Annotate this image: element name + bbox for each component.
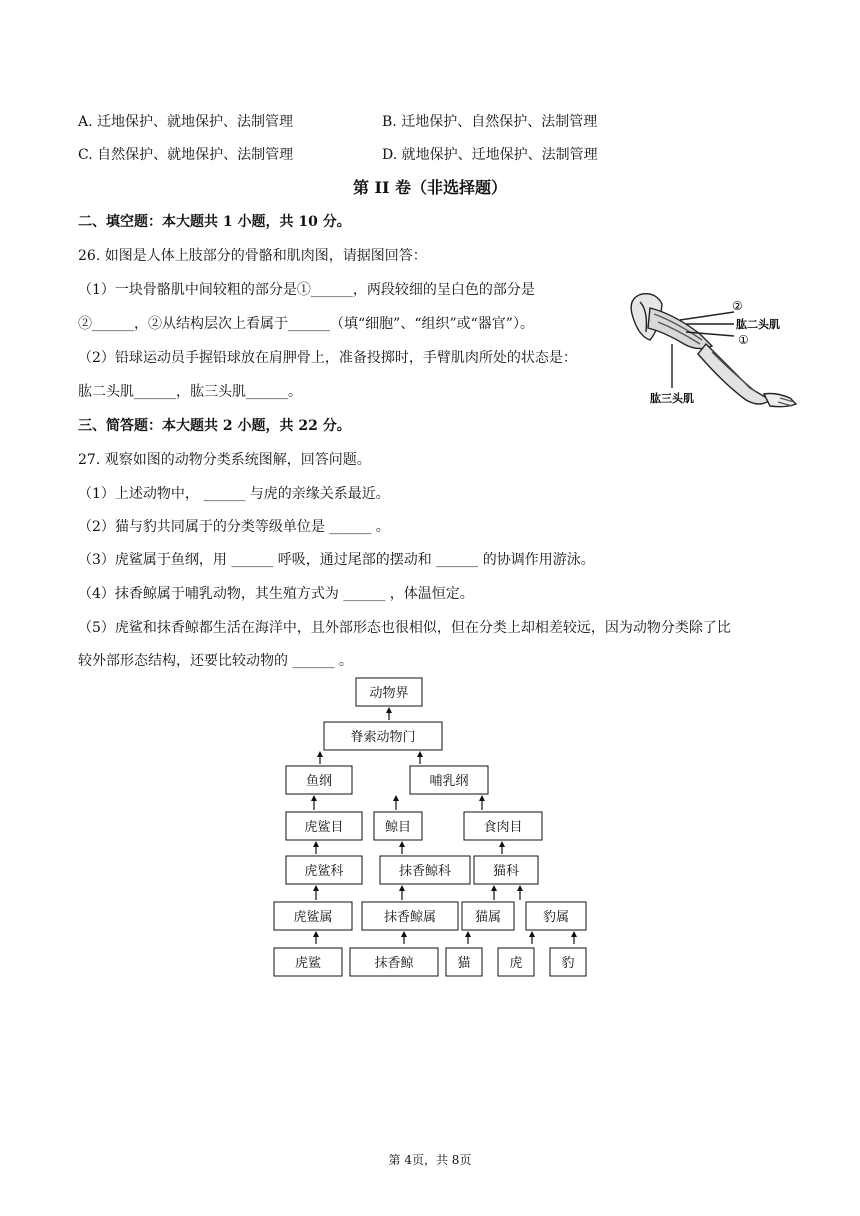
q26-stem: 26. 如图是人体上肢部分的骨骼和肌肉图，请据图回答： bbox=[78, 248, 427, 264]
q27-stem: 27. 观察如图的动物分类系统图解，回答问题。 bbox=[78, 452, 371, 468]
text-phylum: 脊索动物门 bbox=[350, 730, 416, 745]
text-species-whale: 抹香鲸 bbox=[374, 956, 414, 971]
q27-part5-line1: （5）虎鲨和抹香鲸都生活在海洋中，且外部形态也很相似，但在分类上却相差较远，因为动物分类除了比 bbox=[78, 620, 731, 636]
text-genus-whale: 抹香鲸属 bbox=[383, 910, 437, 925]
option-a: A. 迁地保护、就地保护、法制管理 bbox=[78, 114, 294, 130]
text-genus-leopard: 豹属 bbox=[542, 910, 570, 925]
label-tendon: ② bbox=[732, 299, 743, 313]
q27-part1: （1）上述动物中， ______ 与虎的亲缘关系最近。 bbox=[78, 486, 390, 502]
text-order-carnivora: 食肉目 bbox=[483, 820, 523, 835]
q26-part1-line1: （1）一块骨骼肌中间较粗的部分是①______，两段较细的呈白色的部分是 bbox=[78, 282, 535, 298]
section-title: 第 II 卷（非选择题） bbox=[352, 178, 508, 197]
short-heading: 三、简答题：本大题共 2 小题，共 22 分。 bbox=[78, 418, 351, 434]
text-order-shark: 虎鲨目 bbox=[304, 820, 344, 835]
text-species-tiger: 虎 bbox=[509, 956, 523, 971]
label-belly: ① bbox=[738, 333, 749, 347]
text-species-cat: 猫 bbox=[457, 956, 471, 971]
text-class-fish: 鱼纲 bbox=[305, 774, 333, 789]
text-species-leopard: 豹 bbox=[561, 956, 575, 971]
page-footer: 第 4页，共 8页 bbox=[388, 1153, 472, 1167]
classification-diagram bbox=[270, 676, 600, 982]
option-c: C. 自然保护、就地保护、法制管理 bbox=[78, 147, 294, 163]
q27-part2: （2）猫与豹共同属于的分类等级单位是 ______ 。 bbox=[78, 519, 390, 535]
q27-part3: （3）虎鲨属于鱼纲，用 ______ 呼吸，通过尾部的摆动和 ______ 的协调作用游泳。 bbox=[78, 552, 595, 568]
q26-part1-line2: ②______，②从结构层次上看属于______（填“细胞”、“组织”或“器官”）。 bbox=[78, 316, 534, 332]
q26-part2-line1: （2）铅球运动员手握铅球放在肩胛骨上，准备投掷时，手臂肌肉所处的状态是： bbox=[78, 350, 577, 366]
text-class-mammal: 哺乳纲 bbox=[429, 774, 469, 789]
fill-heading: 二、填空题：本大题共 1 小题，共 10 分。 bbox=[78, 214, 351, 230]
q27-part4: （4）抹香鲸属于哺乳动物，其生殖方式为 ______ ，体温恒定。 bbox=[78, 586, 474, 602]
text-family-whale: 抹香鲸科 bbox=[398, 864, 452, 879]
text-family-shark: 虎鲨科 bbox=[304, 864, 344, 879]
text-genus-shark: 虎鲨属 bbox=[293, 910, 333, 925]
text-genus-cat: 猫属 bbox=[474, 910, 502, 925]
option-b: B. 迁地保护、自然保护、法制管理 bbox=[382, 114, 598, 130]
text-family-cat: 猫科 bbox=[492, 864, 520, 879]
option-d: D. 就地保护、迁地保护、法制管理 bbox=[382, 147, 598, 163]
text-order-whale: 鲸目 bbox=[384, 820, 412, 835]
arm-muscle-figure bbox=[620, 288, 800, 420]
q26-part2-line2: 肱二头肌______，肱三头肌______。 bbox=[78, 384, 302, 400]
label-biceps: 肱二头肌 bbox=[736, 318, 780, 331]
label-triceps: 肱三头肌 bbox=[650, 392, 694, 405]
q27-part5-line2: 较外部形态结构，还要比较动物的 ______ 。 bbox=[78, 653, 353, 669]
text-species-shark: 虎鲨 bbox=[294, 956, 322, 971]
text-kingdom: 动物界 bbox=[369, 686, 409, 701]
